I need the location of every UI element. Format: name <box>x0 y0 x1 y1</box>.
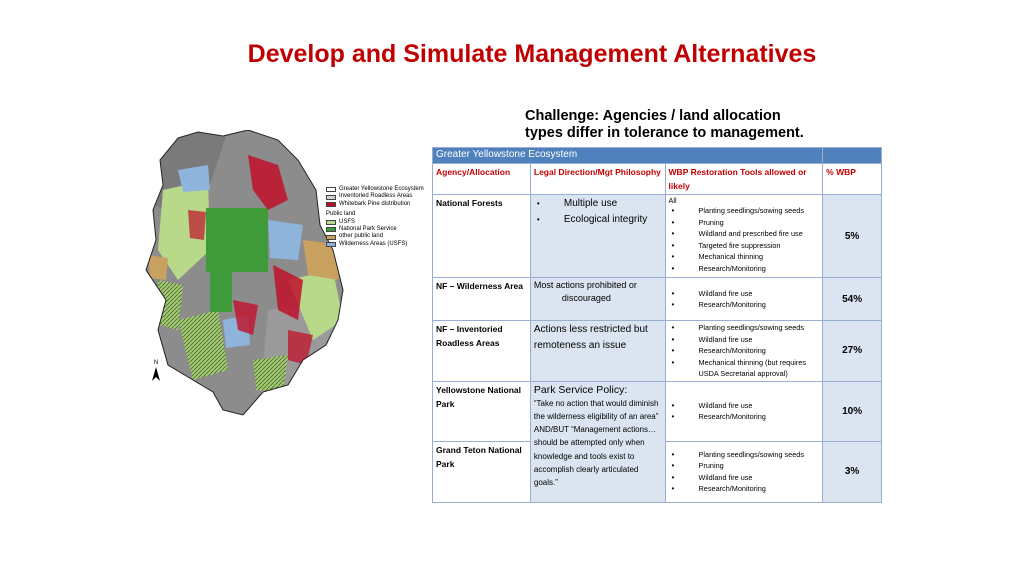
tool-item: • Wildland fire use <box>669 288 820 300</box>
row-tools <box>665 278 823 321</box>
north-label: N <box>153 360 159 366</box>
col-header-legal: Legal Direction/Mgt Philosophy <box>530 164 665 195</box>
tool-item: • Mechanical thinning <box>669 251 820 263</box>
north-arrow-icon <box>148 366 164 382</box>
table-row <box>433 195 882 278</box>
tool-item: • Planting seedlings/sowing seeds <box>669 322 820 334</box>
row-agency: NF – Inventoried Roadless Areas <box>433 321 531 382</box>
row-wbp-percent: 27% <box>823 321 882 382</box>
north-arrow <box>148 360 164 384</box>
row-legal-park-policy <box>530 381 665 502</box>
legend-swatch-wilderness <box>326 242 336 247</box>
row-wbp-percent: 10% <box>823 381 882 441</box>
park-policy-text: “Take no action that would diminish the wilderness eligibility of an area” AND/BUT “Management actions…should be attempted only when knowledge and tools exist to accomplish clearly articulated goals.” <box>533 398 659 488</box>
legal-bullets <box>534 196 662 228</box>
row-agency: National Forests <box>433 195 531 278</box>
col-header-wbp: % WBP <box>823 164 882 195</box>
tool-item: • Mechanical thinning (but requires USDA Secretarial approval) <box>669 357 820 380</box>
tools-list <box>669 205 820 274</box>
row-tools <box>665 321 823 382</box>
tools-list <box>669 449 820 495</box>
legend-label-wbp: Whitebark Pine distribution <box>339 200 411 207</box>
tool-item: • Wildland fire use <box>669 400 820 412</box>
legend-item-nps <box>326 226 426 233</box>
legend-label-usfs: USFS <box>339 218 356 225</box>
legend-swatch-wbp <box>326 202 336 207</box>
challenge-line-1: Challenge: Agencies / land allocation <box>525 108 781 124</box>
legend-label-nps: National Park Service <box>339 225 397 232</box>
map-legend <box>326 186 426 248</box>
legend-heading-public-land: Public land <box>326 211 356 218</box>
tool-item: • Research/Monitoring <box>669 411 820 423</box>
legend-swatch-nps <box>326 227 336 232</box>
legend-item-wbp <box>326 201 426 208</box>
legend-label-gye: Greater Yellowstone Ecosystem <box>339 186 424 192</box>
tool-item: • Planting seedlings/sowing seeds <box>669 205 820 217</box>
tool-item: • Research/Monitoring <box>669 263 820 275</box>
col-header-agency: Agency/Allocation <box>433 164 531 195</box>
gye-map <box>138 130 348 420</box>
legend-label-wilderness: Wilderness Areas (USFS) <box>339 240 408 247</box>
legend-swatch-other <box>326 235 336 240</box>
row-tools <box>665 195 823 278</box>
table-header-title: Greater Yellowstone Ecosystem <box>433 148 823 164</box>
tool-item: • Pruning <box>669 217 820 229</box>
row-agency: Yellowstone National Park <box>433 381 531 441</box>
tool-item: • Wildland and prescribed fire use <box>669 228 820 240</box>
challenge-text <box>525 108 825 142</box>
table-header-row <box>433 148 882 164</box>
row-wbp-percent: 5% <box>823 195 882 278</box>
row-agency: Grand Teton National Park <box>433 441 531 502</box>
row-agency: NF – Wilderness Area <box>433 278 531 321</box>
row-legal <box>530 278 665 321</box>
legend-swatch-roadless <box>326 195 336 200</box>
row-tools <box>665 441 823 502</box>
tools-list <box>669 288 820 311</box>
tool-item: • Planting seedlings/sowing seeds <box>669 449 820 461</box>
row-legal <box>530 195 665 278</box>
table-column-headers <box>433 164 882 195</box>
tool-item: • Wildland fire use <box>669 334 820 346</box>
table-header-blank <box>823 148 882 164</box>
row-legal <box>530 321 665 382</box>
table-row <box>433 321 882 382</box>
legend-item-usfs <box>326 219 426 226</box>
legend-item-gye <box>326 186 426 193</box>
tool-item: • Wildland fire use <box>669 472 820 484</box>
legend-label-other: other public land <box>339 233 384 240</box>
tools-list <box>669 322 820 380</box>
row-tools <box>665 381 823 441</box>
tools-intro: All <box>668 196 677 205</box>
tool-item: • Pruning <box>669 460 820 472</box>
tool-item: • Research/Monitoring <box>669 299 820 311</box>
tools-list <box>669 400 820 423</box>
legal-text-line-1: Most actions prohibited or <box>533 280 637 290</box>
challenge-line-2: types differ in tolerance to management. <box>525 125 804 141</box>
legend-item-wilderness <box>326 241 426 248</box>
table-row <box>433 278 882 321</box>
table-row <box>433 381 882 441</box>
col-header-tools: WBP Restoration Tools allowed or likely <box>665 164 823 195</box>
legend-item-roadless <box>326 193 426 200</box>
legal-text: Actions less restricted but remoteness an issue <box>533 324 648 351</box>
legend-swatch-gye <box>326 187 336 192</box>
row-wbp-percent: 54% <box>823 278 882 321</box>
legend-item-other <box>326 233 426 240</box>
legend-label-roadless: Inventoried Roadless Areas <box>339 193 413 200</box>
tool-item: • Research/Monitoring <box>669 483 820 495</box>
tool-item: • Research/Monitoring <box>669 345 820 357</box>
legal-text-line-2: discouraged <box>561 293 611 303</box>
tool-item: • Targeted fire suppression <box>669 240 820 252</box>
legend-swatch-usfs <box>326 220 336 225</box>
slide-title: Develop and Simulate Management Alternatives <box>247 40 817 68</box>
park-policy-heading: Park Service Policy: <box>533 383 628 396</box>
legal-bullet: • Multiple use <box>534 196 662 212</box>
row-wbp-percent: 3% <box>823 441 882 502</box>
management-table <box>432 147 882 503</box>
legal-bullet: • Ecological integrity <box>534 212 662 228</box>
gye-map-graphic <box>138 130 348 420</box>
